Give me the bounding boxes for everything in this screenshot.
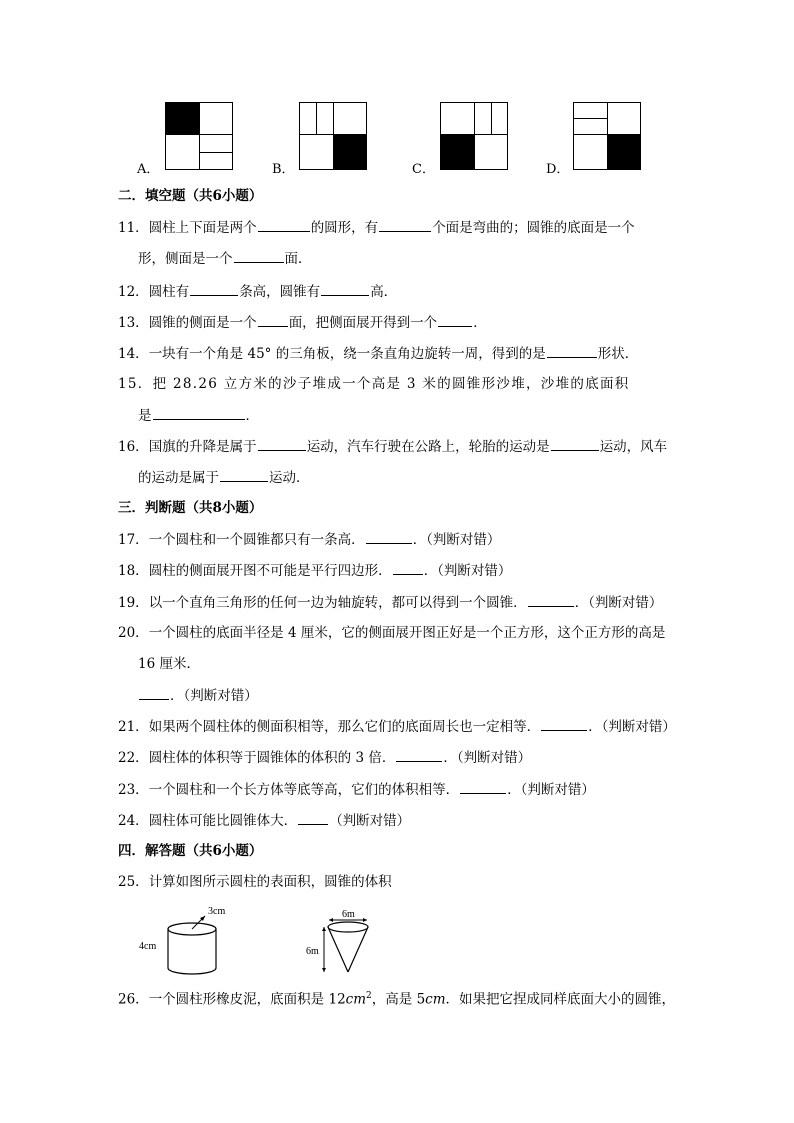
question-14: 14．一块有一个角是 45° 的三角板，绕一条直角边旋转一周，得到的是 形状． — [118, 346, 639, 362]
option-b-figure[interactable] — [299, 102, 367, 170]
cone-diameter-label: 6m — [342, 909, 355, 920]
answer-blank[interactable] — [258, 218, 310, 232]
question-12: 12．圆柱有 条高，圆锥有 高． — [118, 284, 398, 300]
question-number: 14． — [118, 346, 149, 362]
question-number: 24． — [118, 813, 149, 829]
cone-figure — [300, 905, 380, 977]
answer-blank[interactable] — [234, 249, 284, 263]
answer-blank[interactable] — [366, 530, 412, 544]
question-number: 21． — [118, 719, 149, 735]
answer-blank[interactable] — [541, 717, 587, 731]
answer-blank[interactable] — [220, 468, 268, 482]
question-24: 24．圆柱体可能比圆锥体大． （判断对错） — [118, 813, 411, 829]
answer-blank[interactable] — [153, 406, 245, 420]
question-26: 26．一个圆柱形橡皮泥，底面积是 $12cm^2$，高是 5cm．如果把它捏成同样底面大小的圆锥， — [118, 991, 676, 1008]
answer-blank[interactable] — [551, 437, 599, 451]
question-20-line-3: ．（判断对错） — [138, 686, 258, 705]
question-number: 12． — [118, 284, 149, 300]
cylinder-radius-label: 3cm — [208, 906, 226, 917]
question-18: 18．圆柱的侧面展开图不可能是平行四边形． ．（判断对错） — [118, 563, 512, 579]
answer-blank[interactable] — [190, 282, 238, 296]
question-20-line-1: 20．一个圆柱的底面半径是 4 厘米，它的侧面展开图正好是一个正方形，这个正方形的高是 — [118, 625, 666, 641]
question-25: 25．计算如图所示圆柱的表面积，圆锥的体积 — [118, 874, 392, 890]
question-number: 11． — [118, 220, 149, 236]
option-a-figure[interactable] — [165, 102, 233, 170]
question-20-line-2: 16 厘米． — [138, 656, 200, 672]
question-11-line-2: 形，侧面是一个 面． — [138, 251, 312, 267]
option-d-label: D． — [546, 162, 570, 177]
question-21: 21．如果两个圆柱体的侧面积相等，那么它们的底面周长也一定相等． ．（判断对错） — [118, 719, 676, 735]
option-c-figure[interactable] — [440, 102, 508, 170]
question-13: 13．圆锥的侧面是一个 面，把侧面展开得到一个 ． — [118, 315, 487, 331]
answer-blank[interactable] — [547, 344, 597, 358]
question-number: 23． — [118, 782, 149, 798]
question-19: 19．以一个直角三角形的任何一边为轴旋转，都可以得到一个圆锥． ．（判断对错） — [118, 595, 663, 611]
answer-blank[interactable] — [258, 313, 288, 327]
question-number: 26． — [118, 991, 149, 1008]
answer-blank[interactable] — [460, 780, 506, 794]
answer-blank[interactable] — [393, 561, 423, 575]
question-number: 16． — [118, 439, 149, 455]
cylinder-height-label: 4cm — [139, 941, 157, 952]
answer-options — [0, 96, 794, 180]
question-23: 23．一个圆柱和一个长方体等底等高，它们的体积相等． ．（判断对错） — [118, 782, 595, 798]
cone-height-label: 6m — [306, 946, 319, 957]
question-15-line-2: 是 ． — [138, 408, 259, 424]
question-15-line-1: 15．把 28.26 立方米的沙子堆成一个高是 3 米的圆锥形沙堆，沙堆的底面积 — [118, 376, 630, 392]
answer-blank[interactable] — [298, 811, 328, 825]
answer-blank[interactable] — [321, 282, 369, 296]
question-number: 20． — [118, 625, 149, 641]
question-number: 18． — [118, 563, 149, 579]
question-number: 25． — [118, 874, 149, 890]
answer-blank[interactable] — [528, 593, 574, 607]
answer-blank[interactable] — [379, 218, 431, 232]
question-number: 22． — [118, 750, 149, 766]
option-b-label: B． — [272, 162, 295, 177]
answer-blank[interactable] — [438, 313, 472, 327]
answer-blank[interactable] — [396, 748, 442, 762]
answer-blank[interactable] — [258, 437, 306, 451]
question-16-line-2: 的运动是属于 运动． — [138, 470, 310, 486]
answer-blank[interactable] — [139, 686, 169, 700]
question-number: 15． — [118, 376, 153, 392]
section-true-false-heading: 三．判断题（共8小题） — [118, 500, 263, 516]
cylinder-figure — [138, 902, 238, 980]
question-number: 17． — [118, 532, 149, 548]
section-fill-in-heading: 二．填空题（共6小题） — [118, 188, 263, 204]
question-number: 19． — [118, 595, 149, 611]
section-solve-heading: 四．解答题（共6小题） — [118, 843, 263, 859]
question-22: 22．圆柱体的体积等于圆锥体的体积的 3 倍． ．（判断对错） — [118, 750, 532, 766]
question-11-line-1: 11．圆柱上下面是两个 的圆形，有 个面是弯曲的；圆锥的底面是一个 — [118, 220, 635, 236]
option-d-figure[interactable] — [573, 102, 641, 170]
option-c-label: C． — [412, 162, 435, 177]
question-17: 17．一个圆柱和一个圆锥都只有一条高． ．（判断对错） — [118, 532, 501, 548]
question-16-line-1: 16．国旗的升降是属于 运动，汽车行驶在公路上，轮胎的运动是 运动，风车 — [118, 439, 668, 455]
option-a-label: A． — [137, 162, 160, 177]
question-number: 13． — [118, 315, 149, 331]
